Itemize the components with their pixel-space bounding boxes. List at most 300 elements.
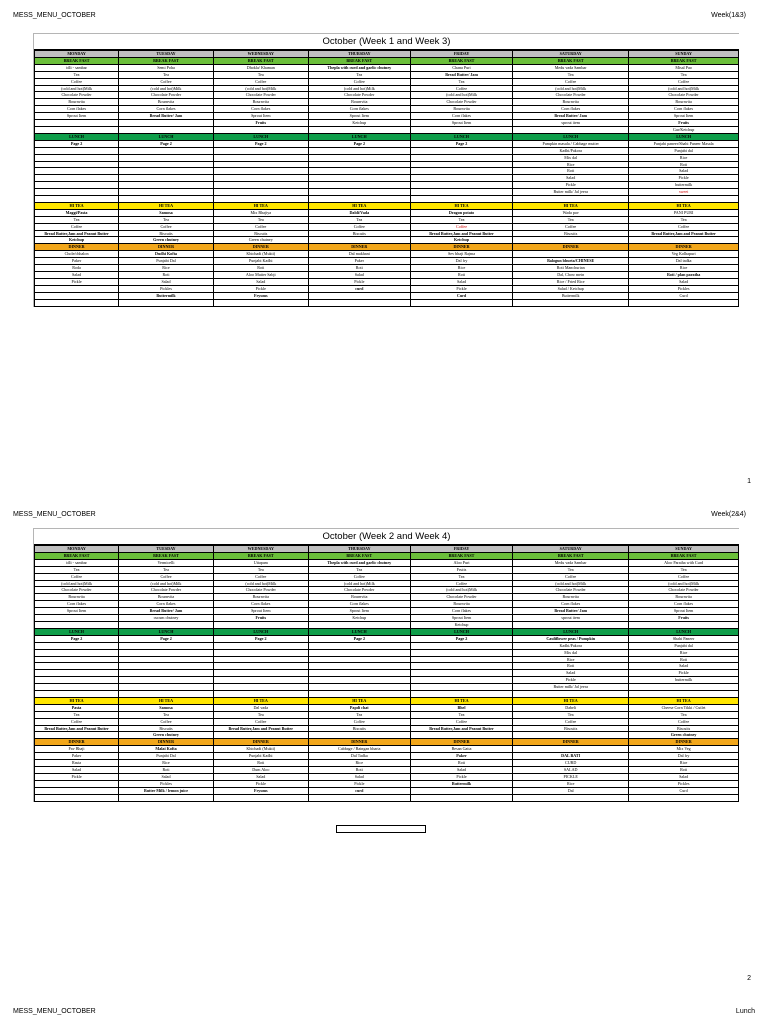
menu-cell: Pumpkin masala / Cabbage mutter (513, 140, 629, 147)
table-row (35, 285, 739, 292)
menu-cell (35, 292, 119, 299)
menu-cell (35, 120, 119, 127)
table-row (35, 656, 739, 663)
menu-cell: Punjabi Dal (119, 258, 214, 265)
menu-cell: Pav Bhaji (35, 746, 119, 753)
table-row (35, 670, 739, 677)
page2-header-left: MESS_MENU_OCTOBER (13, 511, 96, 518)
menu-cell: Dudhi Kofta (119, 251, 214, 258)
menu-cell: HI TEA (629, 697, 739, 704)
menu-cell: Green chutney (213, 237, 308, 244)
menu-cell: HI TEA (213, 697, 308, 704)
menu-cell: Pickle (213, 285, 308, 292)
menu-cell: PANI PURI (629, 209, 739, 216)
table-row (35, 126, 739, 133)
menu-cell: DINNER (308, 244, 410, 251)
menu-cell: Samosa (119, 704, 214, 711)
menu-cell: LUNCH (410, 133, 512, 140)
table-row (35, 753, 739, 760)
table-row (35, 608, 739, 615)
menu-cell (629, 299, 739, 306)
meal-section-row (35, 133, 739, 140)
menu-cell: Mix dal (513, 154, 629, 161)
menu-cell: (cold and hot)Milk (119, 580, 214, 587)
menu-cell: Rice (513, 161, 629, 168)
menu-cell: Bournvita (513, 99, 629, 106)
menu-cell: Chocolate Powder (410, 99, 512, 106)
menu-cell: Bournvita (119, 99, 214, 106)
day-header-cell: SUNDAY (629, 51, 739, 58)
menu-cell: Tea (308, 216, 410, 223)
menu-cell: Pickles (629, 780, 739, 787)
menu-cell: Wada pav (513, 209, 629, 216)
menu-cell: Corn flakes (119, 106, 214, 113)
menu-cell: Curd (629, 292, 739, 299)
menu-cell: Page 2 (308, 635, 410, 642)
menu-cell (35, 780, 119, 787)
menu-cell (119, 642, 214, 649)
menu-cell (213, 677, 308, 684)
menu-cell: Bournvita (629, 99, 739, 106)
menu-cell: Misal Pao (629, 64, 739, 71)
table-row (35, 615, 739, 622)
table-row (35, 732, 739, 739)
menu-cell: Biscuits (629, 725, 739, 732)
menu-cell: Bournvita (35, 594, 119, 601)
menu-cell (410, 684, 512, 691)
day-header-row (35, 546, 739, 553)
menu-cell: Bournvita (213, 99, 308, 106)
menu-cell (35, 182, 119, 189)
menu-cell: LUNCH (35, 133, 119, 140)
menu-cell: Chole/chhalon (35, 251, 119, 258)
menu-cell (213, 161, 308, 168)
menu-cell (308, 182, 410, 189)
day-header-row (35, 51, 739, 58)
menu-cell (213, 663, 308, 670)
meal-section-row (35, 552, 739, 559)
menu-cell: Corn flakes (513, 601, 629, 608)
menu-cell: Mix Bhajiya (213, 209, 308, 216)
menu-cell: Chocolate Powder (35, 587, 119, 594)
menu-cell: (cold and hot)Milk (35, 580, 119, 587)
meal-section-row (35, 739, 739, 746)
menu-cell: DINNER (119, 244, 214, 251)
table-row (35, 601, 739, 608)
day-header-cell: THURSDAY (308, 546, 410, 553)
menu-cell: Butter milk/ Jal jeera (513, 684, 629, 691)
menu-cell (308, 649, 410, 656)
menu-cell: Tea (308, 711, 410, 718)
menu-cell (410, 656, 512, 663)
menu-cell: Dal tadka (629, 258, 739, 265)
menu-cell: Ketchup (35, 237, 119, 244)
table-row (35, 594, 739, 601)
menu-cell (513, 732, 629, 739)
menu-cell: BREAK FAST (308, 552, 410, 559)
menu-cell (35, 670, 119, 677)
menu-cell (410, 189, 512, 196)
table-row (35, 99, 739, 106)
table-row (35, 718, 739, 725)
menu-cell: Biscuits (119, 230, 214, 237)
meal-section-row (35, 202, 739, 209)
menu-cell: idli - sambar (35, 559, 119, 566)
menu-cell: Pasta (35, 704, 119, 711)
menu-cell: Coffee (513, 78, 629, 85)
menu-cell: BREAK FAST (410, 552, 512, 559)
menu-cell: DINNER (410, 739, 512, 746)
menu-cell: (cold and hot)Milk (629, 580, 739, 587)
menu-title: October (Week 1 and Week 3) (34, 34, 739, 50)
menu-cell: Paker (35, 258, 119, 265)
menu-cell: Tea (119, 566, 214, 573)
menu-cell (410, 663, 512, 670)
meal-section-row (35, 628, 739, 635)
table-row (35, 216, 739, 223)
menu-cell (119, 670, 214, 677)
menu-cell (308, 663, 410, 670)
menu-cell: Corn flakes (35, 106, 119, 113)
menu-cell: LUNCH (308, 628, 410, 635)
menu-cell: Maggi/Pasta (35, 209, 119, 216)
menu-cell: HI TEA (119, 202, 214, 209)
menu-cell: Salad (410, 278, 512, 285)
menu-cell (213, 684, 308, 691)
table-row (35, 182, 739, 189)
menu-cell: Salad (308, 271, 410, 278)
menu-cell (213, 147, 308, 154)
menu-cell (119, 126, 214, 133)
menu-cell (119, 189, 214, 196)
menu-cell: Tea (35, 566, 119, 573)
menu-cell: Roti (629, 656, 739, 663)
menu-cell: Buttermilk (513, 292, 629, 299)
footer-right: Lunch (735, 1008, 755, 1015)
menu-cell: HI TEA (119, 697, 214, 704)
menu-cell: Sprout Item (35, 113, 119, 120)
menu-cell (35, 732, 119, 739)
menu-cell: HI TEA (35, 697, 119, 704)
menu-cell: Fryums (213, 292, 308, 299)
menu-cell: Medu vada Sambar (513, 64, 629, 71)
menu-cell: DAL BATI (513, 753, 629, 760)
table-row (35, 580, 739, 587)
menu-cell: sprout item (513, 120, 629, 127)
menu-cell: Bread Butter,Jam and Peanut Butter (410, 230, 512, 237)
menu-cell (308, 621, 410, 628)
menu-cell: Rice (308, 760, 410, 767)
menu-cell: Tea (213, 711, 308, 718)
menu-cell (119, 663, 214, 670)
menu-cell (35, 691, 119, 698)
menu-cell (308, 147, 410, 154)
menu-cell: BREAK FAST (213, 552, 308, 559)
menu-cell (629, 794, 739, 801)
menu-cell (119, 677, 214, 684)
table-row (35, 175, 739, 182)
menu-cell (35, 677, 119, 684)
menu-cell (213, 175, 308, 182)
menu-cell (213, 189, 308, 196)
table-row (35, 573, 739, 580)
menu-cell: BREAK FAST (513, 57, 629, 64)
empty-cell-box (336, 825, 426, 833)
menu-cell (629, 684, 739, 691)
menu-cell: Chocolate Powder (213, 92, 308, 99)
menu-cell (410, 794, 512, 801)
menu-cell: Paker (35, 753, 119, 760)
menu-cell: BREAK FAST (513, 552, 629, 559)
menu-cell: Salad (629, 168, 739, 175)
menu-cell: Rice (629, 265, 739, 272)
menu-cell: Biscuits (513, 725, 629, 732)
day-header-cell: THURSDAY (308, 51, 410, 58)
table-row (35, 704, 739, 711)
menu-cell: Pickles (629, 285, 739, 292)
table-row (35, 711, 739, 718)
menu-cell: Chocolate Powder (513, 587, 629, 594)
menu-cell: Dal, Chow mein (513, 271, 629, 278)
menu-cell (410, 691, 512, 698)
menu-cell: Bournvita (35, 99, 119, 106)
table-row (35, 161, 739, 168)
menu-cell: LUNCH (119, 133, 214, 140)
menu-cell (308, 154, 410, 161)
menu-cell: LUNCH (35, 628, 119, 635)
menu-cell (213, 126, 308, 133)
menu-cell: Bournvita (410, 601, 512, 608)
menu-cell: Tea (35, 711, 119, 718)
menu-cell: Fruits (213, 615, 308, 622)
menu-cell: BREAK FAST (629, 552, 739, 559)
menu-cell (410, 154, 512, 161)
menu-cell: Pickle (410, 285, 512, 292)
table-row (35, 292, 739, 299)
menu-cell: Green chutney (629, 732, 739, 739)
table-row (35, 271, 739, 278)
menu-cell (410, 649, 512, 656)
table-row (35, 209, 739, 216)
menu-cell: Tea (410, 711, 512, 718)
day-header-cell: SATURDAY (513, 51, 629, 58)
menu-cell: Chocolate Powder (410, 594, 512, 601)
menu-cell: Roti (513, 663, 629, 670)
menu-cell: Dragon potato (410, 209, 512, 216)
menu-cell: Corn flakes (629, 601, 739, 608)
menu-cell: Balogun bhurta/CHINESE (513, 258, 629, 265)
table-row (35, 621, 739, 628)
menu-cell: Besan Gatta (410, 746, 512, 753)
menu-cell: Page 2 (308, 140, 410, 147)
menu-cell: Thepla with curd and garlic chutney (308, 559, 410, 566)
menu-cell: Khichadi (Mukti) (213, 746, 308, 753)
menu-cell (35, 285, 119, 292)
menu-cell: Cauliflower peas / Pumpkin (513, 635, 629, 642)
menu-cell: Tea (35, 216, 119, 223)
menu-cell: BREAK FAST (629, 57, 739, 64)
menu-cell (213, 154, 308, 161)
menu-cell: Chocolate Powder (629, 587, 739, 594)
menu-cell: Chocolate Powder (308, 92, 410, 99)
menu-cell: Sprout Item (410, 615, 512, 622)
menu-cell: LUNCH (629, 628, 739, 635)
menu-cell: LUNCH (213, 133, 308, 140)
day-header-cell: MONDAY (35, 51, 119, 58)
menu-cell: Rasta (35, 760, 119, 767)
menu-cell (410, 175, 512, 182)
menu-cell: CURD (513, 760, 629, 767)
menu-cell: Corn flakes (213, 601, 308, 608)
menu-cell: LUNCH (513, 133, 629, 140)
menu-cell: Corn flakes (410, 113, 512, 120)
menu-cell: Roti (308, 265, 410, 272)
menu-cell: Tea (410, 573, 512, 580)
menu-cell: DINNER (410, 244, 512, 251)
menu-cell: (cold and hot)Milk (308, 85, 410, 92)
menu-cell (629, 237, 739, 244)
menu-cell: HI TEA (410, 697, 512, 704)
menu-cell: Roti Manchurian (513, 265, 629, 272)
table-row (35, 258, 739, 265)
menu-cell (213, 649, 308, 656)
menu-cell: Dabli/Vada (308, 209, 410, 216)
menu-cell: Veg Kolhapuri (629, 251, 739, 258)
menu-cell: Sprout Item (35, 608, 119, 615)
menu-cell: Coffee (213, 223, 308, 230)
table-row (35, 196, 739, 203)
menu-cell (410, 147, 512, 154)
menu-cell: Corn flakes (213, 106, 308, 113)
page1-header-left: MESS_MENU_OCTOBER (13, 12, 96, 19)
menu-cell (410, 182, 512, 189)
menu-cell (119, 175, 214, 182)
menu-cell: Bread Butter/ Jam (119, 113, 214, 120)
menu-cell: Corn flakes (35, 601, 119, 608)
menu-cell: Page 2 (410, 635, 512, 642)
menu-cell: Bread Butter/ Jam (119, 608, 214, 615)
menu-cell: Salad (213, 773, 308, 780)
menu-cell (629, 691, 739, 698)
menu-cell: cucum chutney (119, 615, 214, 622)
menu-cell (213, 794, 308, 801)
menu-cell: Coffee (119, 78, 214, 85)
table-row (35, 642, 739, 649)
menu-cell: (cold and hot)Milk (213, 580, 308, 587)
menu-cell: Coffee (119, 573, 214, 580)
menu-cell: BREAK FAST (308, 57, 410, 64)
menu-cell: DINNER (629, 244, 739, 251)
menu-cell: Pickle (629, 670, 739, 677)
menu-cell: Tea (308, 71, 410, 78)
menu-cell: Pickle (629, 175, 739, 182)
menu-cell: Pickle (513, 182, 629, 189)
menu-cell (308, 299, 410, 306)
menu-cell (35, 175, 119, 182)
menu-cell: Pickle (513, 677, 629, 684)
menu-cell (629, 621, 739, 628)
menu-table (34, 50, 739, 307)
menu-cell: HI TEA (513, 697, 629, 704)
menu-cell: Biscuits (119, 725, 214, 732)
menu-cell: Pickle (213, 780, 308, 787)
menu-cell: Pickle (308, 278, 410, 285)
day-header-cell: MONDAY (35, 546, 119, 553)
menu-cell (213, 642, 308, 649)
menu-cell: Curd (629, 787, 739, 794)
menu-cell: Tea (410, 216, 512, 223)
menu-cell: Bread Butter,Jam and Peanut Butter (35, 230, 119, 237)
menu-cell: LUNCH (213, 628, 308, 635)
menu-cell: Tea (35, 71, 119, 78)
menu-cell: Tea (308, 566, 410, 573)
menu-cell: Tea (629, 216, 739, 223)
menu-cell (35, 161, 119, 168)
menu-cell: Rice / Fried Rice (513, 278, 629, 285)
menu-cell: Roti (629, 766, 739, 773)
menu-cell: Chocolate Powder (119, 92, 214, 99)
menu-cell: Corn flakes (119, 601, 214, 608)
menu-cell: Salad (629, 773, 739, 780)
menu-cell (308, 732, 410, 739)
menu-cell: Coffee (410, 580, 512, 587)
menu-cell (410, 196, 512, 203)
table-row (35, 587, 739, 594)
meal-section-row (35, 244, 739, 251)
menu-cell: Paker (308, 258, 410, 265)
menu-cell: Page 2 (119, 635, 214, 642)
table-row (35, 559, 739, 566)
menu-cell (410, 677, 512, 684)
menu-cell: DINNER (35, 244, 119, 251)
menu-cell: Green chutney (119, 732, 214, 739)
menu-cell: BREAK FAST (35, 57, 119, 64)
menu-cell (308, 168, 410, 175)
table-row (35, 649, 739, 656)
table-row (35, 760, 739, 767)
menu-cell: Coffee (119, 223, 214, 230)
menu-cell: BREAK FAST (410, 57, 512, 64)
menu-cell (213, 732, 308, 739)
menu-cell (35, 794, 119, 801)
menu-cell: Cheese Corn Tikki / Cutlet (629, 704, 739, 711)
menu-cell: DINNER (513, 244, 629, 251)
menu-cell: Punjabi Dal (119, 753, 214, 760)
menu-cell: Sprout Item (308, 113, 410, 120)
menu-cell: idli - sambar (35, 64, 119, 71)
menu-cell: Thepla with curd and garlic chutney (308, 64, 410, 71)
menu-cell: Dum Aloo (213, 766, 308, 773)
menu-cell (213, 196, 308, 203)
menu-cell: Punjabi dal (629, 147, 739, 154)
table-row (35, 794, 739, 801)
menu-cell (213, 182, 308, 189)
menu-cell: Gur/Ketchup (629, 126, 739, 133)
menu-cell: Mix dal (513, 649, 629, 656)
menu-cell: Corn flakes (308, 106, 410, 113)
menu-cell: Coffee (629, 223, 739, 230)
menu-cell: Dal (513, 787, 629, 794)
table-row (35, 168, 739, 175)
menu-cell: BREAK FAST (35, 552, 119, 559)
menu-cell: Salad (119, 773, 214, 780)
table-row (35, 663, 739, 670)
menu-cell: Chocolate Powder (35, 92, 119, 99)
menu-cell (119, 196, 214, 203)
table-row (35, 566, 739, 573)
footer-left: MESS_MENU_OCTOBER (13, 1008, 96, 1015)
menu-cell (410, 670, 512, 677)
